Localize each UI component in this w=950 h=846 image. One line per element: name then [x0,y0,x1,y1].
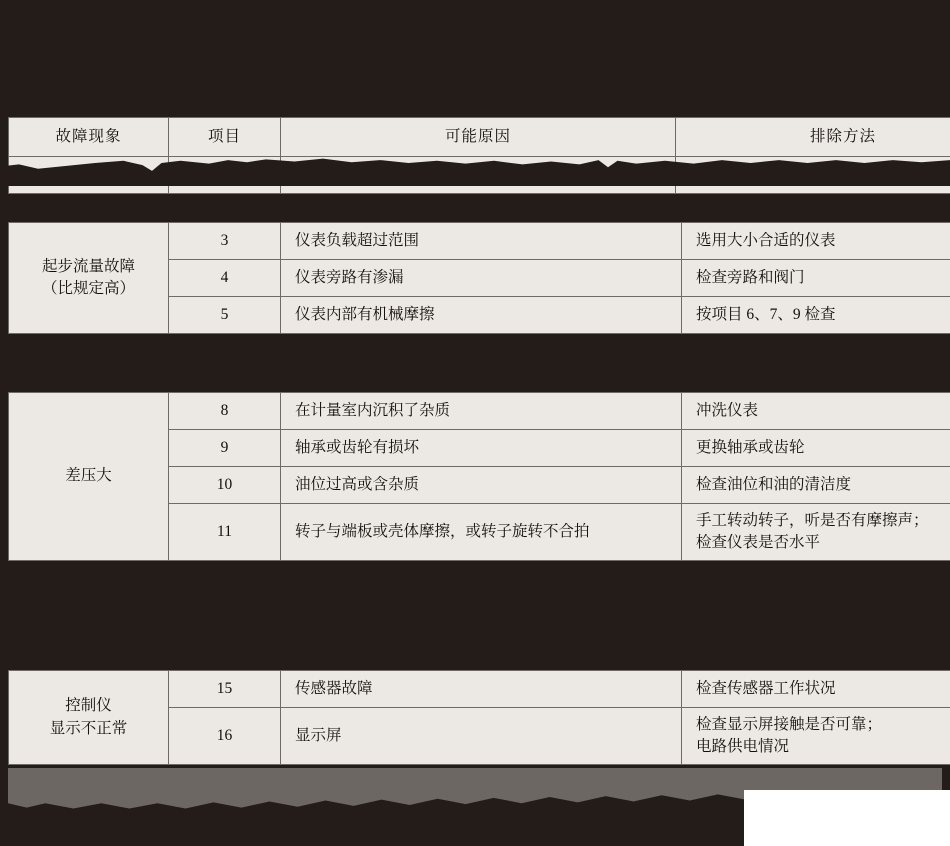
row-remedy: 更换轴承或齿轮 [682,430,950,467]
page-corner-white-block [744,790,950,846]
torn-cell-b [169,157,281,194]
torn-cell-d [676,157,950,194]
table-row [9,223,950,260]
row-remedy: 手工转动转子，听是否有摩擦声； 检查仪表是否水平 [682,504,950,561]
fragment-differential-pressure [8,392,942,561]
column-header-remedy: 排除方法 [676,118,950,157]
row-item-no: 11 [169,504,281,561]
group-label-differential-pressure: 差压大 [9,393,169,561]
row-remedy: 检查显示屏接触是否可靠； 电路供电情况 [682,708,950,765]
row-cause: 油位过高或含杂质 [281,467,682,504]
row-item-no: 16 [169,708,281,765]
torn-paper-shadow-strip [8,768,942,812]
row-remedy: 冲洗仪表 [682,393,950,430]
table-fragment-1 [8,222,950,334]
group-label-startup-flow: 起步流量故障 （比规定高） [9,223,169,334]
row-item-no: 3 [169,223,281,260]
tear-edge-middle [0,565,950,605]
table-row [9,393,950,430]
row-cause: 转子与端板或壳体摩擦，或转子旋转不合拍 [281,504,682,561]
torn-cell-c [281,157,676,194]
row-remedy: 检查油位和油的清洁度 [682,467,950,504]
row-item-no: 15 [169,671,281,708]
column-header-phenomenon: 故障现象 [9,118,169,157]
row-cause: 仪表内部有机械摩擦 [281,297,682,334]
group-label-controller-display: 控制仪 显示不正常 [9,671,169,765]
table-header-torn-row [9,157,950,194]
row-cause: 传感器故障 [281,671,682,708]
row-item-no: 4 [169,260,281,297]
row-remedy: 检查传感器工作状况 [682,671,950,708]
column-header-item: 项目 [169,118,281,157]
table-header-row [9,118,950,157]
row-item-no: 10 [169,467,281,504]
row-item-no: 8 [169,393,281,430]
row-remedy: 按项目 6、7、9 检查 [682,297,950,334]
table-fragment-3 [8,670,950,765]
table-header [8,117,950,194]
torn-cell-a [9,157,169,194]
row-cause: 在计量室内沉积了杂质 [281,393,682,430]
fragment-controller-display [8,670,942,765]
fragment-startup-flow [8,222,942,334]
row-item-no: 9 [169,430,281,467]
column-header-cause: 可能原因 [281,118,676,157]
row-remedy: 选用大小合适的仪表 [682,223,950,260]
table-row [9,671,950,708]
row-cause: 轴承或齿轮有损坏 [281,430,682,467]
row-cause: 仪表旁路有渗漏 [281,260,682,297]
row-remedy: 检查旁路和阀门 [682,260,950,297]
row-cause: 显示屏 [281,708,682,765]
row-item-no: 5 [169,297,281,334]
row-cause: 仪表负载超过范围 [281,223,682,260]
table-fragment-2 [8,392,950,561]
table-header-fragment [8,117,942,194]
